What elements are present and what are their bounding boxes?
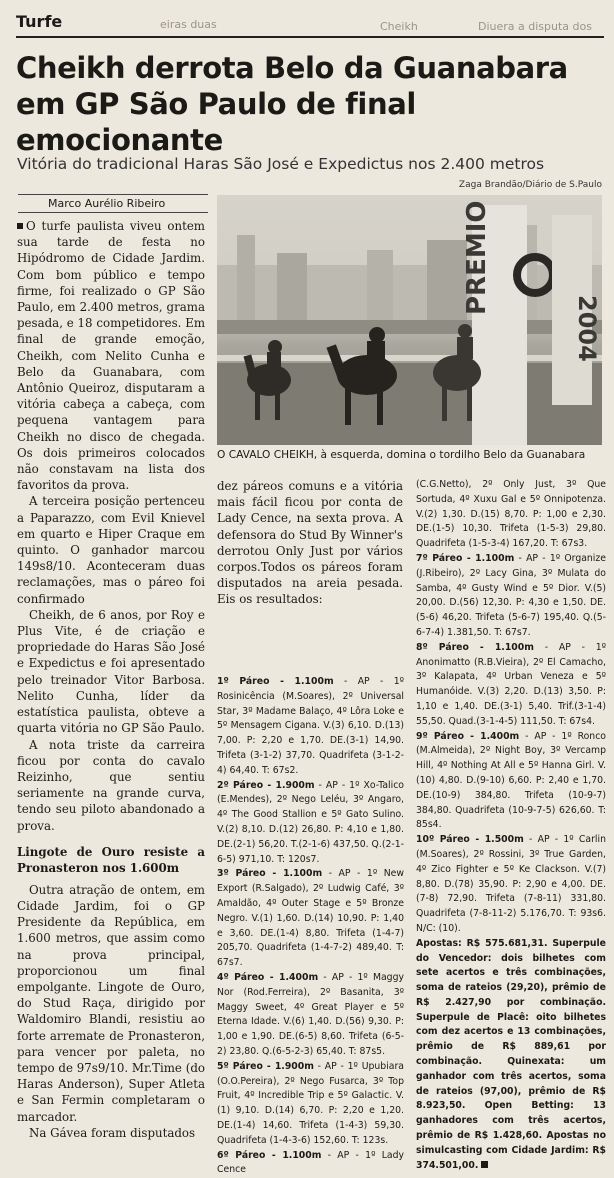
sign-text-2004: 2004 <box>573 295 601 362</box>
race-heading: 6º Páreo - 1.100m <box>217 1150 321 1161</box>
race-heading: 7º Páreo - 1.100m <box>416 553 514 564</box>
race-result <box>416 552 606 641</box>
bleed-through-text-3: Diuera a disputa dos <box>478 20 592 33</box>
results-list-a <box>217 675 404 1178</box>
race-details: (C.G.Netto), 2º Only Just, 3º Que Sortuda, 4º Xuxu Gal e 5º Onnipotenza. V.(2) 1,30. D.(15) 8,70. P: 1,00 e 2,30. DE.(1-5) 10,30. Trifeta (1-5-3) 29,80. Quadrifeta (1-5-3-4) 167,20. T: 67s3. <box>416 479 606 549</box>
race-heading: 2º Páreo - 1.900m <box>217 780 315 791</box>
article-paragraph: Cheikh, de 6 anos, por Roy e Plus Vite, é de criação e propriedade do Haras São José e Expedictus e foi apresentado pelo treinador Vitor Barbosa. Nelito Cunha, líder da estatística paulista, obteve a quarta vitória no GP São Paulo. <box>17 607 205 737</box>
race-result <box>217 1149 404 1178</box>
photo-credit: Zaga Brandão/Diário de S.Paulo <box>459 180 602 190</box>
byline: Marco Aurélio Ribeiro <box>18 194 208 213</box>
race-heading: 5º Páreo - 1.900m <box>217 1061 314 1072</box>
race-details: - AP - 1º Maggy Nor (Rod.Ferreira), 2º Basanita, 3º Maggy Sweet, 4º Great Player e 5º Eterna Idade. V.(6) 1,40. D.(56) 9,30. P: 1,00 e 1,90. DE.(6-5) 8,60. Trifeta (6-5-2) 23,80. Q.(6-5-2-3) 65,40. T: 87s5. <box>217 972 404 1057</box>
race-details: - AP - 1º Rosinicência (M.Soares), 2º Universal Star, 3º Madame Balaço, 4º Lôra Loke e 5º Mensagem Cigana. V.(3) 6,10. D.(13) 7,00. P: 2,20 e 1,70. DE.(3-1) 14,90. Trifeta (3-1-2) 37,70. Quadrifeta (3-1-2-4) 64,40. T: 67s2. <box>217 676 404 776</box>
headline: Cheikh derrota Belo da Guanabara em GP São Paulo de final emocionante <box>16 50 606 158</box>
betting-summary <box>416 937 606 1174</box>
race-result <box>217 675 404 779</box>
subheadline: Vitória do tradicional Haras São José e Expedictus nos 2.400 metros <box>17 155 607 173</box>
article-subtitle: Lingote de Ouro resiste a Pronasteron nos 1.600m <box>17 844 205 876</box>
article-column-2 <box>217 478 403 608</box>
race-result <box>217 779 404 868</box>
race-heading: 3º Páreo - 1.100m <box>217 868 322 879</box>
race-result <box>217 971 404 1060</box>
race-details: - AP - 1º Lady Cence <box>217 1150 404 1176</box>
section-label: Turfe <box>16 12 62 31</box>
paragraph-text: O turfe paulista viveu ontem sua tarde de festa no Hipódromo de Cidade Jardim. Com bom público e tempo firme, foi realizado o GP São Paulo, em 2.400 metros, grama pesada, e 18 competidores. Em final de grande emoção, Cheikh, com Nelito Cunha e Belo da Guanabara, com Antônio Queiroz, disputaram a vitória cabeça a cabeça, com pequena vantagem para Cheikh no disco de chegada. Os dois primeiros colocados não constavam na lista dos favoritos da prova. <box>17 219 205 492</box>
article-paragraph: Outra atração de ontem, em Cidade Jardim, foi o GP Presidente da República, em 1.600 metros, que assim como na prova principal, proporcionou um final empolgante. Lingote de Ouro, do Stud Raça, dirigido por Waldomiro Blandi, resistiu ao forte arremate de Pronasteron, para vencer por paleta, no tempo de 97s9/10. Mr.Time (do Haras Anderson), Super Atleta e San Fermin completaram o marcador. <box>17 882 205 1125</box>
article-paragraph: dez páreos comuns e a vitória mais fácil ficou por conta de Lady Cence, na sexta prova. A defensora do Stud By Winner's derrotou Only Just por vários corpos.Todos os páreos foram disputados na areia pesada. Eis os resultados: <box>217 478 403 608</box>
race-details: - AP - 1º Carlin (M.Soares), 2º Rossini, 3º True Garden, 4º Zico Fighter e 5º Ke Clackson. V.(7) 8,80. D.(78) 35,90. P: 2,90 e 4,00. DE.(7-8) 72,90. Trifeta (7-8-11) 331,80. Quadrifeta (7-8-11-2) 5.176,70. T: 93s6. N/C: (10). <box>416 834 606 934</box>
race-result <box>217 867 404 971</box>
race-details: - AP - 1º Ronco (M.Almeida), 2º Night Boy, 3º Vercamp Hill, 4º Nothing At All e 5º Hanna Girl. V.(10) 4,80. D.(9-10) 6,60. P: 2,40 e 1,70. DE.(10-9) 384,80. Trifeta (10-9-7) 384,80. Quadrifeta (10-9-7-5) 626,60. T: 85s4. <box>416 731 606 831</box>
results-list-b <box>416 478 606 1173</box>
photo-caption: O CAVALO CHEIKH, à esquerda, domina o tordilho Belo da Guanabara <box>217 447 607 463</box>
article-paragraph: A nota triste da carreira ficou por conta do cavalo Reizinho, que sentiu seriamente na grande curva, tendo seu piloto abandonado a prova. <box>17 737 205 834</box>
race-details: - AP - 1º Anonimatto (R.B.Vieira), 2º El Camacho, 3º Kalapata, 4º Urban Veneza e 5º Humanóide. V.(3) 2,20. D.(13) 3,50. P: 1,10 e 1,40. DE.(3-1) 5,40. Trif.(3-1-4) 55,50. Quad.(3-1-4-5) 111,50. T: 67s4. <box>416 642 606 727</box>
race-heading: 9º Páreo - 1.400m <box>416 731 519 742</box>
race-heading: 1º Páreo - 1.100m <box>217 676 334 687</box>
bullet-icon <box>17 223 23 229</box>
article-paragraph <box>17 218 205 493</box>
end-of-article-mark <box>481 1161 488 1168</box>
betting-summary-text: Apostas: R$ 575.681,31. Superpule do Vencedor: dois bilhetes com sete acertos e três combinações, soma de rateios (29,20), prêmio de R$ 2.427,90 por combinação. Superpule de Placê: oito bilhetes com dez acertos e 13 combinações, prêmio de R$ 889,61 por combinação. Quinexata: um ganhador com três acertos, soma de rateios (97,00), prêmio de R$ 8.923,50. Open Betting: 13 ganhadores com três acertos, prêmio de R$ 1.428,60. Apostas no simulcasting com Cidade Jardim: R$ 374.501,00. <box>416 938 606 1171</box>
section-rule <box>16 36 604 38</box>
article-column-1 <box>17 218 205 1141</box>
race-heading: 4º Páreo - 1.400m <box>217 972 318 983</box>
race-details: - AP - 1º Upubiara (O.O.Pereira), 2º Nego Fusarca, 3º Top Fruit, 4º Incredible Trip e 5º Galactic. V.(1) 9,10. D.(14) 6,70. P: 2,20 e 1,20. DE.(1-4) 14,60. Trifeta (1-4-3) 59,30. Quadrifeta (1-4-3-6) 152,60. T: 123s. <box>217 1061 404 1146</box>
race-result <box>416 641 606 730</box>
race-details: - AP - 1º Xo-Talico (E.Mendes), 2º Nego Leléu, 3º Angaro, 4º The Good Stallion e 5º Gato Sulino. V.(2) 8,10. D.(12) 26,80. P: 4,10 e 1,80. DE.(2-1) 56,20. T.(2-1-6) 437,50. Q.(2-1-6-5) 971,10. T: 120s7. <box>217 780 404 865</box>
race-heading: 10º Páreo - 1.500m <box>416 834 524 845</box>
race-details: - AP - 1º New Export (R.Salgado), 2º Ludwig Café, 3º Amaldão, 4º Outer Stage e 5º Bronze Negro. V.(1) 1,60. D.(14) 10,90. P: 1,40 e 3,60. DE.(1-4) 8,80. Trifeta (1-4-7) 205,70. Quadrifeta (1-4-7-2) 489,40. T: 67s7. <box>217 868 404 968</box>
race-result <box>416 730 606 834</box>
race-result <box>416 478 606 552</box>
sign-text-premio: PREMIO <box>462 201 492 316</box>
bleed-through-text-2: Cheikh <box>380 20 418 33</box>
race-photo-illustration <box>217 195 602 445</box>
article-paragraph: A terceira posição pertenceu a Paparazzo, com Evil Knievel em quarto e Hiper Craque em quinto. O ganhador marcou 149s8/10. Aconteceram duas reclamações, mas o páreo foi confirmado <box>17 493 205 606</box>
race-result <box>416 833 606 937</box>
race-photo <box>217 195 602 445</box>
race-heading: 8º Páreo - 1.100m <box>416 642 534 653</box>
article-paragraph: Na Gávea foram disputados <box>17 1125 205 1141</box>
race-details: - AP - 1º Organize (J.Ribeiro), 2º Lacy Gina, 3º Mulata do Samba, 4º Gusty Wind e 5º Dior. V.(5) 20,00. D.(56) 12,30. P: 4,30 e 1,50. DE.(5-6) 46,20. Trifeta (5-6-7) 195,40. Q.(5-6-7-4) 1.381,50. T: 67s7. <box>416 553 606 638</box>
bleed-through-text-1: eiras duas <box>160 18 217 31</box>
race-result <box>217 1060 404 1149</box>
